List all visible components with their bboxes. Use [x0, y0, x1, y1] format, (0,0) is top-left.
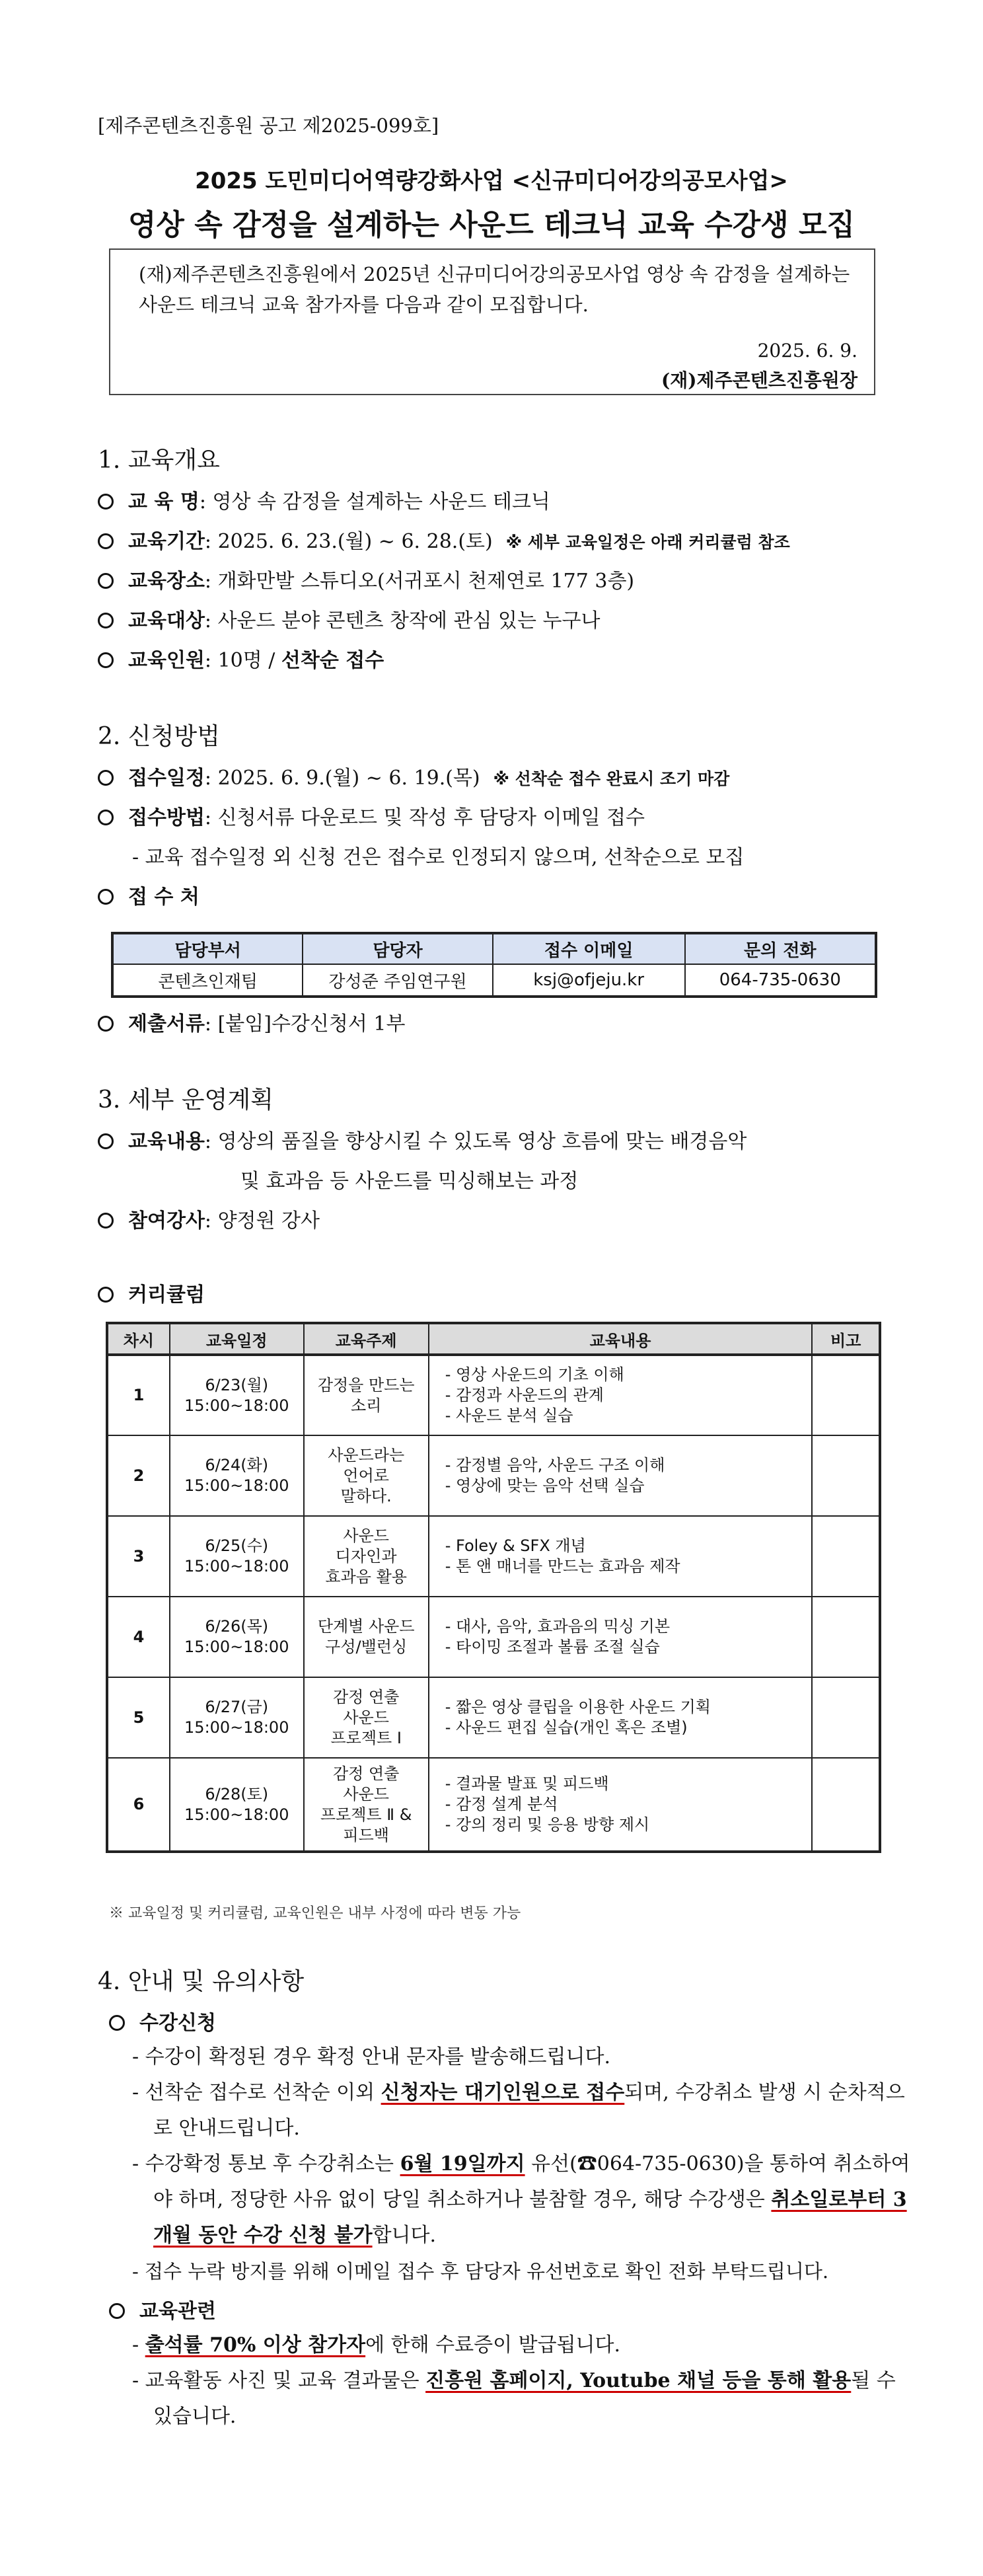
bullet-circle-icon — [98, 1213, 114, 1229]
cur-header: 비고 — [812, 1323, 880, 1355]
cur-content: - 대사, 음악, 효과음의 믹싱 기본 - 타이밍 조절과 볼륨 조절 실습 — [429, 1597, 813, 1677]
contact-table — [111, 932, 877, 998]
cur-header: 교육일정 — [170, 1323, 304, 1355]
section-2-heading: 2. 신청방법 — [98, 723, 220, 750]
cur-no: 6 — [107, 1758, 170, 1852]
s2-item-method: 접수방법: 신청서류 다운로드 및 작성 후 담당자 이메일 접수 — [98, 801, 645, 830]
cur-no: 2 — [107, 1435, 170, 1516]
notice-number: [제주콘텐츠진흥원 공고 제2025-099호] — [98, 114, 439, 137]
table-row — [107, 1355, 880, 1435]
s4-reg-p4: - 접수 누락 방지를 위해 이메일 접수 후 담당자 유선번호로 확인 전화 부탁드립니다. — [132, 2260, 829, 2283]
intro-date: 2025. 6. 9. — [757, 340, 857, 361]
title-subtitle: 2025 도민미디어역량강화사업 <신규미디어강의공모사업> — [195, 168, 788, 194]
table-row — [107, 1597, 880, 1677]
cur-content: - 영상 사운드의 기초 이해 - 감정과 사운드의 관계 - 사운드 분석 실습 — [429, 1355, 813, 1435]
cur-topic: 단계별 사운드 구성/밸런싱 — [304, 1597, 429, 1677]
bullet-circle-icon — [98, 1016, 114, 1032]
s1-item-period: 교육기간: 2025. 6. 23.(월) ~ 6. 28.(토) ※ 세부 교육일정은 아래 커리큘럼 참조 — [98, 525, 790, 554]
bullet-circle-icon — [98, 652, 114, 668]
table-row — [107, 1758, 880, 1852]
cur-topic: 감정 연출 사운드 프로젝트 Ⅰ — [304, 1677, 429, 1758]
table-row — [107, 1677, 880, 1758]
intro-org: (재)제주콘텐츠진흥원장 — [661, 369, 857, 391]
s4-edu-p1: - 출석률 70% 이상 참가자에 한해 수료증이 발급됩니다. — [132, 2333, 621, 2357]
cur-note — [812, 1758, 880, 1852]
s4-reg-label: 수강신청 — [109, 2006, 216, 2035]
cur-topic: 사운드라는 언어로 말하다. — [304, 1435, 429, 1516]
contact-header: 담당부서 — [112, 933, 303, 964]
cur-date: 6/26(목) 15:00~18:00 — [170, 1597, 304, 1677]
s2-contact-label: 접 수 처 — [98, 880, 200, 909]
contact-header: 문의 전화 — [685, 933, 876, 964]
contact-header: 접수 이메일 — [493, 933, 685, 964]
s4-edu-p2: - 교육활동 사진 및 교육 결과물은 진흥원 홈페이지, Youtube 채널 등을 통해 활용될 수 있습니다. — [132, 2369, 896, 2428]
curriculum-footnote: ※ 교육일정 및 커리큘럼, 교육인원은 내부 사정에 따라 변동 가능 — [109, 1905, 521, 1922]
cur-content: - Foley & SFX 개념 - 톤 앤 매너를 만드는 효과음 제작 — [429, 1516, 813, 1597]
bullet-circle-icon — [98, 810, 114, 825]
cur-note — [812, 1435, 880, 1516]
contact-email[interactable]: ksj@ofjeju.kr — [493, 964, 685, 997]
s4-reg-p3: - 수강확정 통보 후 수강취소는 6월 19일까지 유선(☎064-735-0630)을 통하여 취소하여야 하며, 정당한 사유 없이 당일 취소하거나 불참할 경우, 해당 수강생은 취소일로부터 3개월 동안 수강 신청 불가합니다. — [132, 2152, 910, 2247]
s2-sub-note: - 교육 접수일정 외 신청 건은 접수로 인정되지 않으며, 선착순으로 모집 — [132, 846, 745, 869]
s3-content-line2: 및 효과음 등 사운드를 믹싱해보는 과정 — [240, 1170, 579, 1193]
contact-phone[interactable]: 064-735-0630 — [685, 964, 876, 997]
contact-header: 담당자 — [303, 933, 492, 964]
s1-item-name: 교 육 명: 영상 속 감정을 설계하는 사운드 테크닉 — [98, 485, 550, 514]
page-title: 영상 속 감정을 설계하는 사운드 테크닉 교육 수강생 모집 — [127, 208, 856, 242]
cur-no: 5 — [107, 1677, 170, 1758]
cur-header: 차시 — [107, 1323, 170, 1355]
contact-dept: 콘텐츠인재팀 — [112, 964, 303, 997]
bullet-circle-icon — [98, 770, 114, 786]
intro-text: (재)제주콘텐츠진흥원에서 2025년 신규미디어강의공모사업 영상 속 감정을 설계하는 사운드 테크닉 교육 참가자를 다음과 같이 모집합니다. — [139, 263, 850, 316]
cur-date: 6/24(화) 15:00~18:00 — [170, 1435, 304, 1516]
cur-content: - 짧은 영상 클립을 이용한 사운드 기획 - 사운드 편집 실습(개인 혹은 조별) — [429, 1677, 813, 1758]
cur-header: 교육내용 — [429, 1323, 813, 1355]
cur-date: 6/23(월) 15:00~18:00 — [170, 1355, 304, 1435]
section-4-heading: 4. 안내 및 유의사항 — [98, 1968, 305, 1995]
s4-reg-p1: - 수강이 확정된 경우 확정 안내 문자를 발송해드립니다. — [132, 2045, 610, 2068]
s2-item-schedule: 접수일정: 2025. 6. 9.(월) ~ 6. 19.(목) ※ 선착순 접수 완료시 조기 마감 — [98, 761, 729, 790]
cur-no: 3 — [107, 1516, 170, 1597]
bullet-circle-icon — [98, 494, 114, 510]
bullet-circle-icon — [98, 889, 114, 905]
bullet-circle-icon — [109, 2015, 125, 2031]
s3-curriculum-label: 커리큘럼 — [98, 1278, 205, 1307]
s3-content: 교육내용: 영상의 품질을 향상시킬 수 있도록 영상 흐름에 맞는 배경음악 — [98, 1125, 746, 1154]
table-row — [107, 1435, 880, 1516]
cur-date: 6/27(금) 15:00~18:00 — [170, 1677, 304, 1758]
cur-topic: 감정 연출 사운드 프로젝트 Ⅱ & 피드백 — [304, 1758, 429, 1852]
curriculum-table — [106, 1322, 881, 1853]
s1-item-count: 교육인원: 10명 / 선착순 접수 — [98, 644, 384, 673]
section-3-heading: 3. 세부 운영계획 — [98, 1086, 273, 1114]
s1-item-place: 교육장소: 개화만발 스튜디오(서귀포시 천제연로 177 3층) — [98, 564, 634, 593]
cur-note — [812, 1516, 880, 1597]
cur-topic: 감정을 만드는 소리 — [304, 1355, 429, 1435]
cur-date: 6/28(토) 15:00~18:00 — [170, 1758, 304, 1852]
s3-teacher: 참여강사: 양정원 강사 — [98, 1204, 320, 1233]
bullet-circle-icon — [98, 613, 114, 628]
cur-topic: 사운드 디자인과 효과음 활용 — [304, 1516, 429, 1597]
cur-content: - 감정별 음악, 사운드 구조 이해 - 영상에 맞는 음악 선택 실습 — [429, 1435, 813, 1516]
bullet-circle-icon — [109, 2303, 125, 2319]
cur-note — [812, 1355, 880, 1435]
cur-note — [812, 1597, 880, 1677]
cur-note — [812, 1677, 880, 1758]
contact-person: 강성준 주임연구원 — [303, 964, 492, 997]
cur-no: 1 — [107, 1355, 170, 1435]
cur-no: 4 — [107, 1597, 170, 1677]
s4-edu-label: 교육관련 — [109, 2294, 216, 2324]
s2-docs: 제출서류: [붙임]수강신청서 1부 — [98, 1007, 405, 1036]
bullet-circle-icon — [98, 1287, 114, 1303]
table-row — [107, 1516, 880, 1597]
section-1-heading: 1. 교육개요 — [98, 447, 220, 474]
bullet-circle-icon — [98, 573, 114, 589]
bullet-circle-icon — [98, 533, 114, 549]
cur-content: - 결과물 발표 및 피드백 - 감정 설계 분석 - 강의 정리 및 응용 방향 제시 — [429, 1758, 813, 1852]
cur-date: 6/25(수) 15:00~18:00 — [170, 1516, 304, 1597]
cur-header: 교육주제 — [304, 1323, 429, 1355]
s4-reg-p2: - 선착순 접수로 선착순 이외 신청자는 대기인원으로 접수되며, 수강취소 발생 시 순차적으로 안내드립니다. — [132, 2081, 905, 2140]
s1-item-target: 교육대상: 사운드 분야 콘텐츠 창작에 관심 있는 누구나 — [98, 604, 600, 633]
bullet-circle-icon — [98, 1133, 114, 1149]
